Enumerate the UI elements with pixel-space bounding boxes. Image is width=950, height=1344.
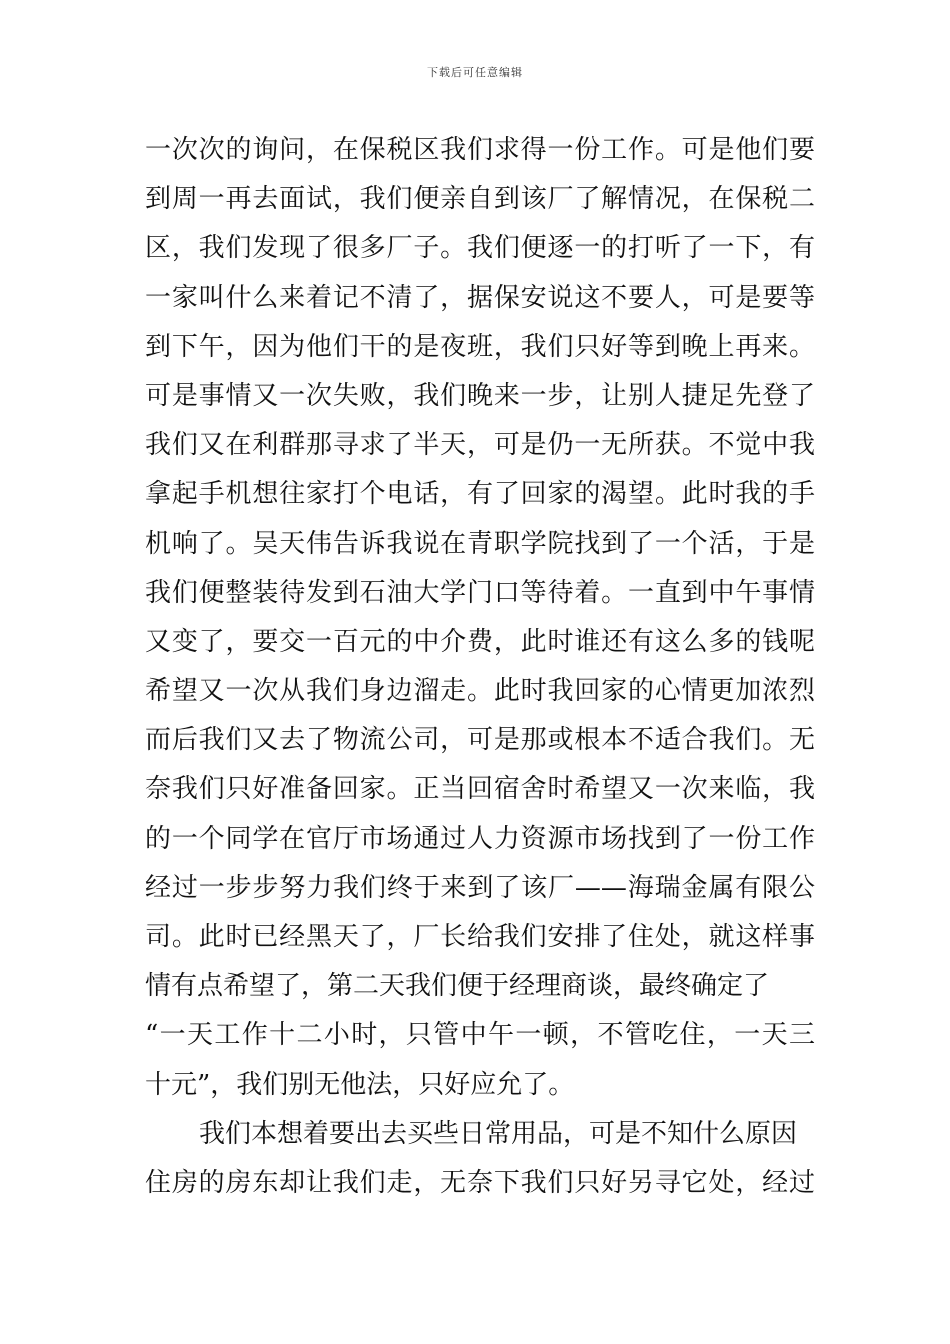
text-line: 可是事情又一次失败，我们晚来一步，让别人捷足先登了	[145, 380, 815, 411]
text-line: 十元”，我们别无他法，只好应允了。	[145, 1069, 575, 1100]
text-line: 我们便整装待发到石油大学门口等待着。一直到中午事情	[145, 577, 815, 608]
text-line: 奈我们只好准备回家。正当回宿舍时希望又一次来临，我	[145, 774, 815, 805]
text-line: 到周一再去面试，我们便亲自到该厂了解情况，在保税二	[145, 184, 815, 215]
text-line: “一天工作十二小时，只管中午一顿，不管吃住，一天三	[145, 1020, 815, 1051]
text-line: 住房的房东却让我们走，无奈下我们只好另寻它处，经过	[145, 1167, 815, 1198]
text-line: 司。此时已经黑天了，厂长给我们安排了住处，就这样事	[145, 922, 815, 952]
text-line: 一次次的询问，在保税区我们求得一份工作。可是他们要	[145, 135, 815, 165]
text-line: 又变了，要交一百元的中介费，此时谁还有这么多的钱呢	[145, 626, 815, 657]
text-line: 希望又一次从我们身边溜走。此时我回家的心情更加浓烈	[145, 676, 815, 707]
text-line: 经过一步步努力我们终于来到了该厂——海瑞金属有限公	[145, 872, 815, 903]
text-line: 情有点希望了，第二天我们便于经理商谈，最终确定了	[145, 971, 770, 1002]
text-line: 而后我们又去了物流公司，可是那或根本不适合我们。无	[145, 725, 815, 756]
text-line: 拿起手机想往家打个电话，有了回家的渴望。此时我的手	[145, 479, 815, 510]
document-body	[145, 126, 815, 1208]
page-header: 下载后可任意编辑	[427, 66, 523, 79]
text-line: 机响了。吴天伟告诉我说在青职学院找到了一个活，于是	[145, 528, 815, 559]
paragraph-start-line: 我们本想着要出去买些日常用品，可是不知什么原因	[199, 1118, 798, 1149]
text-line: 我们又在利群那寻求了半天，可是仍一无所获。不觉中我	[145, 430, 815, 461]
text-line: 一家叫什么来着记不清了，据保安说这不要人，可是要等	[145, 282, 815, 313]
text-line: 到下午，因为他们干的是夜班，我们只好等到晚上再来。	[145, 331, 815, 362]
text-line: 区，我们发现了很多厂子。我们便逐一的打听了一下，有	[145, 233, 815, 264]
text-line: 的一个同学在官厅市场通过人力资源市场找到了一份工作	[145, 823, 815, 854]
